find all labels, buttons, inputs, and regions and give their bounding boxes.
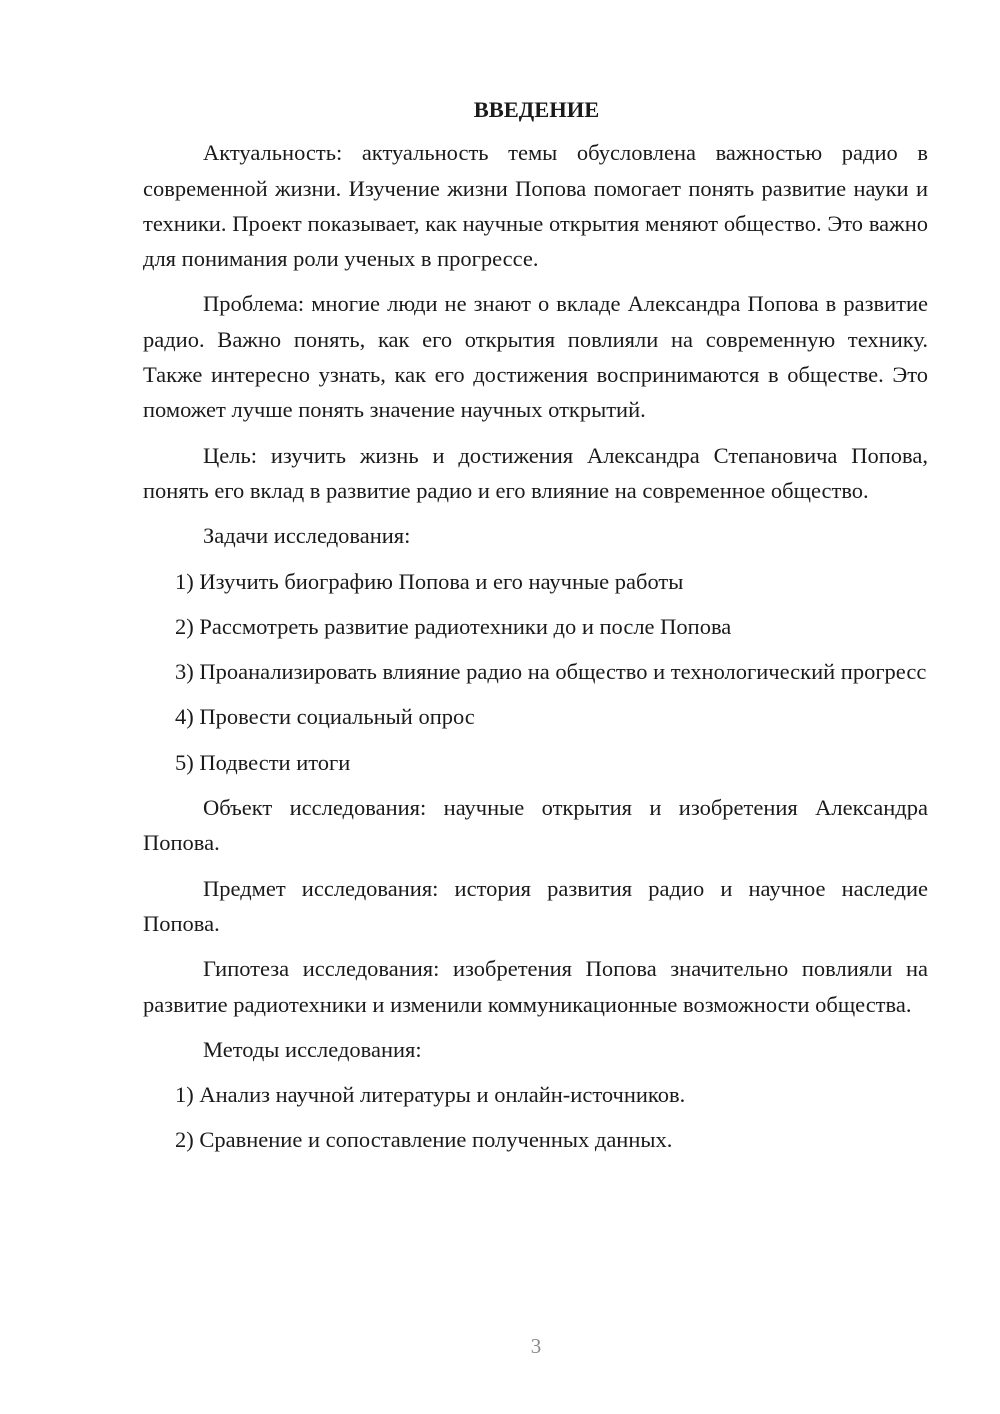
hypothesis-paragraph: Гипотеза исследования: изобретения Попова значительно повлияли на развитие радиотехники и изменили коммуникационные возможности общества. [143,956,928,1017]
subject-paragraph: Предмет исследования: история развития радио и научное наследие Попова. [143,875,928,936]
task-item-1: 1) Изучить биографию Попова и его научные работы [175,568,684,594]
page-title: ВВЕДЕНИЕ [473,97,600,122]
methods-heading: Методы исследования: [203,1036,422,1062]
problem-paragraph: Проблема: многие люди не знают о вкладе Александра Попова в развитие радио. Важно понять, как его открытия повлияли на современную технику. Также интересно узнать, как его достижения воспринимаются в обществе. Это поможет лучше понять значение научных открытий. [143,291,928,423]
document-page [143,92,928,1158]
object-paragraph: Объект исследования: научные открытия и изобретения Александра Попова. [143,795,928,856]
method-item-2: 2) Сравнение и сопоставление полученных данных. [175,1127,673,1153]
tasks-heading: Задачи исследования: [203,523,411,549]
task-item-5: 5) Подвести итоги [175,749,351,775]
task-item-4: 4) Провести социальный опрос [175,704,475,730]
page-number: 3 [530,1334,542,1358]
task-item-2: 2) Рассмотреть развитие радиотехники до и после Попова [175,613,732,639]
method-item-1: 1) Анализ научной литературы и онлайн-источников. [175,1082,686,1108]
task-item-3: 3) Проанализировать влияние радио на общество и технологический прогресс [175,659,927,685]
goal-paragraph: Цель: изучить жизнь и достижения Александра Степановича Попова, понять его вклад в развитие радио и его влияние на современное общество. [143,442,928,503]
relevance-paragraph: Актуальность: актуальность темы обусловлена важностью радио в современной жизни. Изучение жизни Попова помогает понять развитие науки и техники. Проект показывает, как научные открытия меняют общество. Это важно для понимания роли ученых в прогрессе. [143,140,928,272]
